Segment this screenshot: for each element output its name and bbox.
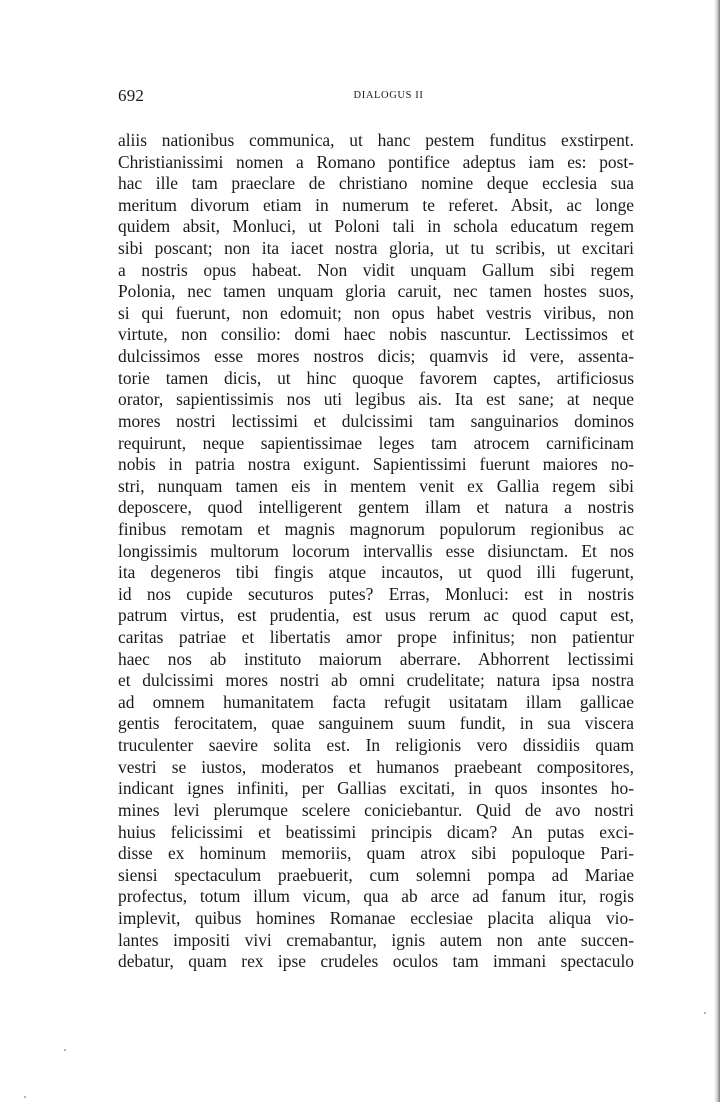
text-line: requirunt, neque sapientissimae leges tam atrocem carnificinam xyxy=(118,432,634,453)
text-line: hac ille tam praeclare de christiano nomine deque ecclesia sua xyxy=(118,173,634,194)
text-line: haec nos ab instituto maiorum aberrare. Abhorrent lectissimi xyxy=(118,648,634,669)
text-line: profectus, totum illum vicum, qua ab arce ad fanum itur, rogis xyxy=(118,886,634,907)
text-line: caritas patriae et libertatis amor prope infinitus; non patientur xyxy=(118,627,634,648)
scan-speck xyxy=(64,1049,66,1051)
text-line: Christianissimi nomen a Romano pontifice adeptus iam es: post- xyxy=(118,151,634,172)
text-line: gentis ferocitatem, quae sanguinem suum fundit, in sua viscera xyxy=(118,713,634,734)
text-line: longissimis multorum locorum intervallis esse disiunctam. Et nos xyxy=(118,540,634,561)
text-line: patrum virtus, est prudentia, est usus rerum ac quod caput est, xyxy=(118,605,634,626)
text-line: sibi poscant; non ita iacet nostra gloria, ut tu scribis, ut excitari xyxy=(118,238,634,259)
text-line: finibus remotam et magnis magnorum populorum regionibus ac xyxy=(118,518,634,539)
page-edge-shadow xyxy=(714,0,720,1102)
scan-speck xyxy=(704,1012,706,1014)
text-line: dulcissimos esse mores nostros dicis; quamvis id vere, assenta- xyxy=(118,346,634,367)
text-line: si qui fuerunt, non edomuit; non opus habet vestris viribus, non xyxy=(118,302,634,323)
text-line: quidem absit, Monluci, ut Poloni tali in schola educatum regem xyxy=(118,216,634,237)
page-number: 692 xyxy=(118,86,145,105)
text-line: stri, nunquam tamen eis in mentem venit ex Gallia regem sibi xyxy=(118,475,634,496)
text-line: ita degeneros tibi fingis atque incautos, ut quod illi fugerunt, xyxy=(118,562,634,583)
text-line: orator, sapientissimis nos uti legibus ais. Ita est sane; at neque xyxy=(118,389,634,410)
text-line: truculenter saevire solita est. In religionis vero dissidiis quam xyxy=(118,735,634,756)
text-line: siensi spectaculum praebuerit, cum solemni pompa ad Mariae xyxy=(118,864,634,885)
text-line: virtute, non consilio: domi haec nobis nascuntur. Lectissimos et xyxy=(118,324,634,345)
text-line: Polonia, nec tamen unquam gloria caruit, nec tamen hostes suos, xyxy=(118,281,634,302)
text-line: disse ex hominum memoriis, quam atrox sibi populoque Pari- xyxy=(118,843,634,864)
text-line: meritum divorum etiam in numerum te referet. Absit, ac longe xyxy=(118,194,634,215)
text-line: nobis in patria nostra exigunt. Sapientissimi fuerunt maiores no- xyxy=(118,454,634,475)
page-header xyxy=(118,86,633,110)
text-line: torie tamen dicis, ut hinc quoque favorem captes, artificiosus xyxy=(118,367,634,388)
text-line: debatur, quam rex ipse crudeles oculos tam immani spectaculo xyxy=(118,951,634,972)
text-line: a nostris opus habeat. Non vidit unquam Gallum sibi regem xyxy=(118,259,634,280)
text-line: et dulcissimi mores nostri ab omni crudelitate; natura ipsa nostra xyxy=(118,670,634,691)
text-line: huius felicissimi et beatissimi principis dicam? An putas exci- xyxy=(118,821,634,842)
body-text xyxy=(118,130,634,973)
text-line: lantes impositi vivi cremabantur, ignis autem non ante succen- xyxy=(118,929,634,950)
text-line: mores nostri lectissimi et dulcissimi tam sanguinarios dominos xyxy=(118,410,634,431)
text-line: aliis nationibus communica, ut hanc pestem funditus exstirpent. xyxy=(118,130,634,150)
text-line: deposcere, quod intelligerent gentem illam et natura a nostris xyxy=(118,497,634,518)
text-line: indicant ignes infiniti, per Gallias excitati, in quos insontes ho- xyxy=(118,778,634,799)
running-title: DIALOGUS II xyxy=(353,90,424,101)
text-line: implevit, quibus homines Romanae ecclesiae placita aliqua vio- xyxy=(118,907,634,928)
text-line: mines levi plerumque scelere coniciebantur. Quid de avo nostri xyxy=(118,799,634,820)
scan-speck xyxy=(24,1096,26,1098)
text-line: id nos cupide secuturos putes? Erras, Monluci: est in nostris xyxy=(118,583,634,604)
text-line: ad omnem humanitatem facta refugit usitatam illam gallicae xyxy=(118,691,634,712)
text-line: vestri se iustos, moderatos et humanos praebeant compositores, xyxy=(118,756,634,777)
